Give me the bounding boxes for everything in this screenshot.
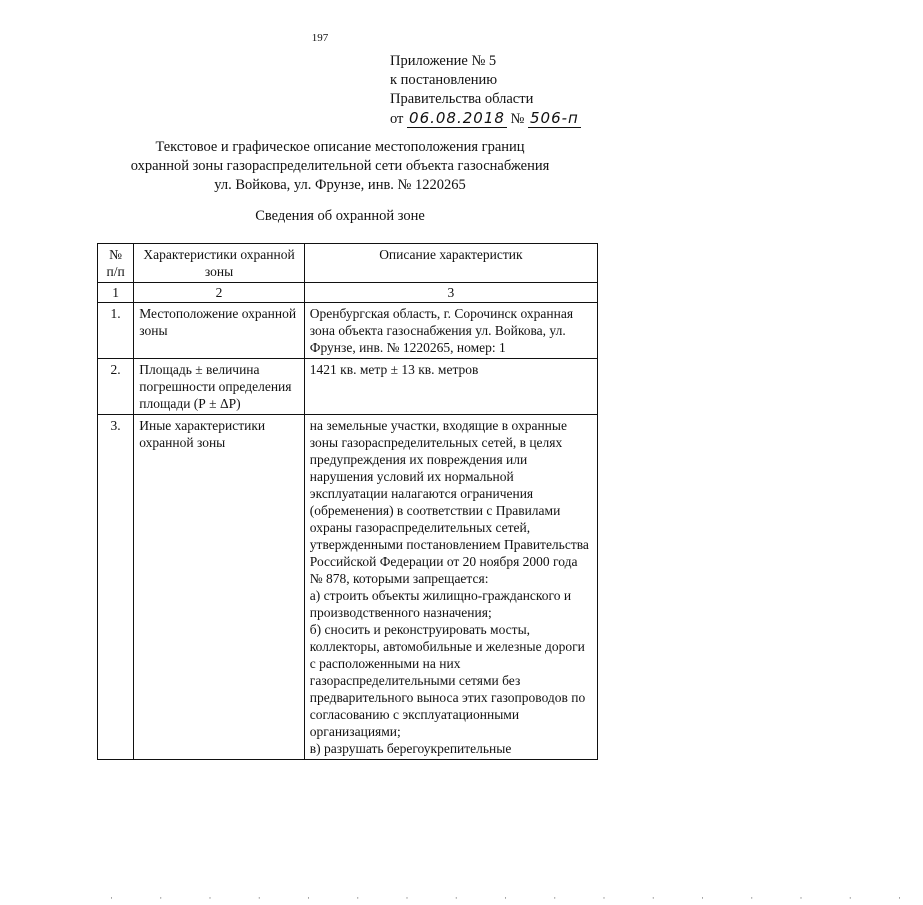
table-row (98, 303, 598, 359)
list-item: в) разрушать берегоукрепительные (309, 741, 512, 756)
handwritten-number: 506-п (530, 109, 579, 127)
number-prefix: № (510, 111, 525, 127)
column-number-1: 1 (98, 283, 134, 303)
section-subtitle: Сведения об охранной зоне (255, 208, 425, 224)
column-number-row (98, 283, 598, 303)
row-description: 1421 кв. метр ± 13 кв. метров (304, 359, 597, 415)
row-description: Оренбургская область, г. Сорочинск охранная зона объекта газоснабжения ул. Войкова, ул. Фрунзе, инв. № 1220265, номер: 1 (304, 303, 597, 359)
column-number-2: 2 (134, 283, 305, 303)
zone-info-table (97, 243, 598, 760)
scan-artifact-marks: · · · · · · · · · · · · · · · · · (110, 893, 923, 903)
page-number: 197 (311, 32, 329, 44)
list-item: а) строить объекты жилищно-гражданского и производственного назначения; (309, 588, 572, 620)
title-line-1: Текстовое и графическое описание местоположения границ (155, 139, 525, 155)
title-line-3: ул. Войкова, ул. Фрунзе, инв. № 1220265 (214, 177, 466, 193)
document-title (80, 138, 600, 195)
appendix-block (390, 52, 630, 129)
list-item: б) сносить и реконструировать мосты, коллекторы, автомобильные и железные дороги с расположенными на них газораспределительными сетями без предварительного выноса этих газопроводов по согласованию с эксплуатационными организациями; (309, 622, 586, 739)
appendix-line-2: к постановлению (390, 72, 498, 88)
appendix-line-3: Правительства области (390, 91, 534, 107)
row-characteristic: Иные характеристики охранной зоны (134, 415, 305, 760)
handwritten-date: 06.08.2018 (409, 109, 505, 127)
table-row (98, 359, 598, 415)
title-line-2: охранной зоны газораспределительной сети объекта газоснабжения (130, 158, 550, 174)
column-number-3: 3 (304, 283, 597, 303)
row-description-intro: на земельные участки, входящие в охранные зоны газораспределительных сетей, в целях предупреждения их повреждения или нарушения условий их нормальной эксплуатации налагаются ограничения (обременения) в соответствии с Правилами охраны газораспределительных сетей, утвержденными постановлением Правительства Российской Федерации от 20 ноября 2000 года № 878, которыми запрещается: (309, 418, 589, 586)
date-prefix: от (390, 111, 404, 127)
header-cell-characteristic: Характеристики охранной зоны (134, 244, 305, 283)
row-number: 2. (98, 359, 134, 415)
row-number: 3. (98, 415, 134, 760)
row-characteristic: Площадь ± величина погрешности определения площади (Р ± ΔР) (134, 359, 305, 415)
header-number-line-2: п/п (106, 264, 125, 279)
row-description (304, 415, 597, 760)
row-number: 1. (98, 303, 134, 359)
header-number-line-1: № (109, 247, 123, 262)
appendix-date-line (390, 109, 630, 129)
header-cell-number (98, 244, 134, 283)
table-row (98, 415, 598, 760)
header-cell-description: Описание характеристик (304, 244, 597, 283)
appendix-line-1: Приложение № 5 (390, 53, 497, 69)
table-header-row (98, 244, 598, 283)
row-characteristic: Местоположение охранной зоны (134, 303, 305, 359)
